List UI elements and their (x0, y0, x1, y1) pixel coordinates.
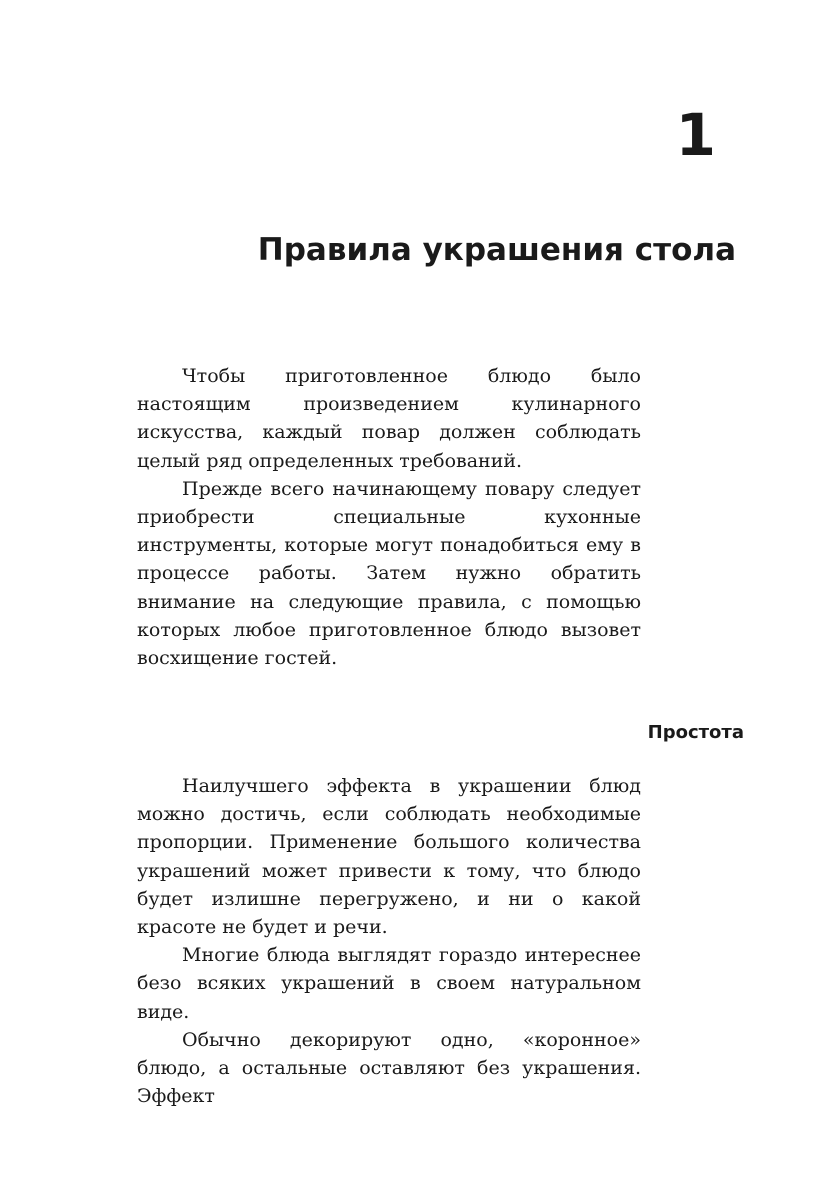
intro-text (137, 362, 641, 672)
chapter-number: 1 (675, 101, 716, 169)
paragraph: Обычно декорируют одно, «коронное» блюдо, а остальные оставляют без украшения. Эффект (137, 1028, 641, 1108)
section-text (137, 772, 641, 1110)
paragraph: Многие блюда выглядят гораздо интереснее безо всяких украшений в своем натуральном виде. (137, 944, 641, 1023)
paragraph: Прежде всего начинающему повару следует приобрести специальные кухонные инструменты, которые могут понадобиться ему в процессе работы. Затем нужно обратить внимание на следующие правила, с помощью которых любое приготовленное блюдо вызовет восхищение гостей. (137, 477, 641, 670)
paragraph: Наилучшего эффекта в украшении блюд можно достичь, если соблюдать необходимые пропорции. Применение большого количества украшений может привести к тому, что блюдо будет излишне перегружено, и ни о какой красоте не будет и речи. (137, 775, 641, 939)
paragraph: Чтобы приготовленное блюдо было настоящим произведением кулинарного искусства, каждый повар должен соблюдать целый ряд определенных требований. (137, 365, 641, 472)
chapter-title: Правила украшения стола (257, 232, 736, 268)
section-heading: Простота (647, 722, 744, 743)
